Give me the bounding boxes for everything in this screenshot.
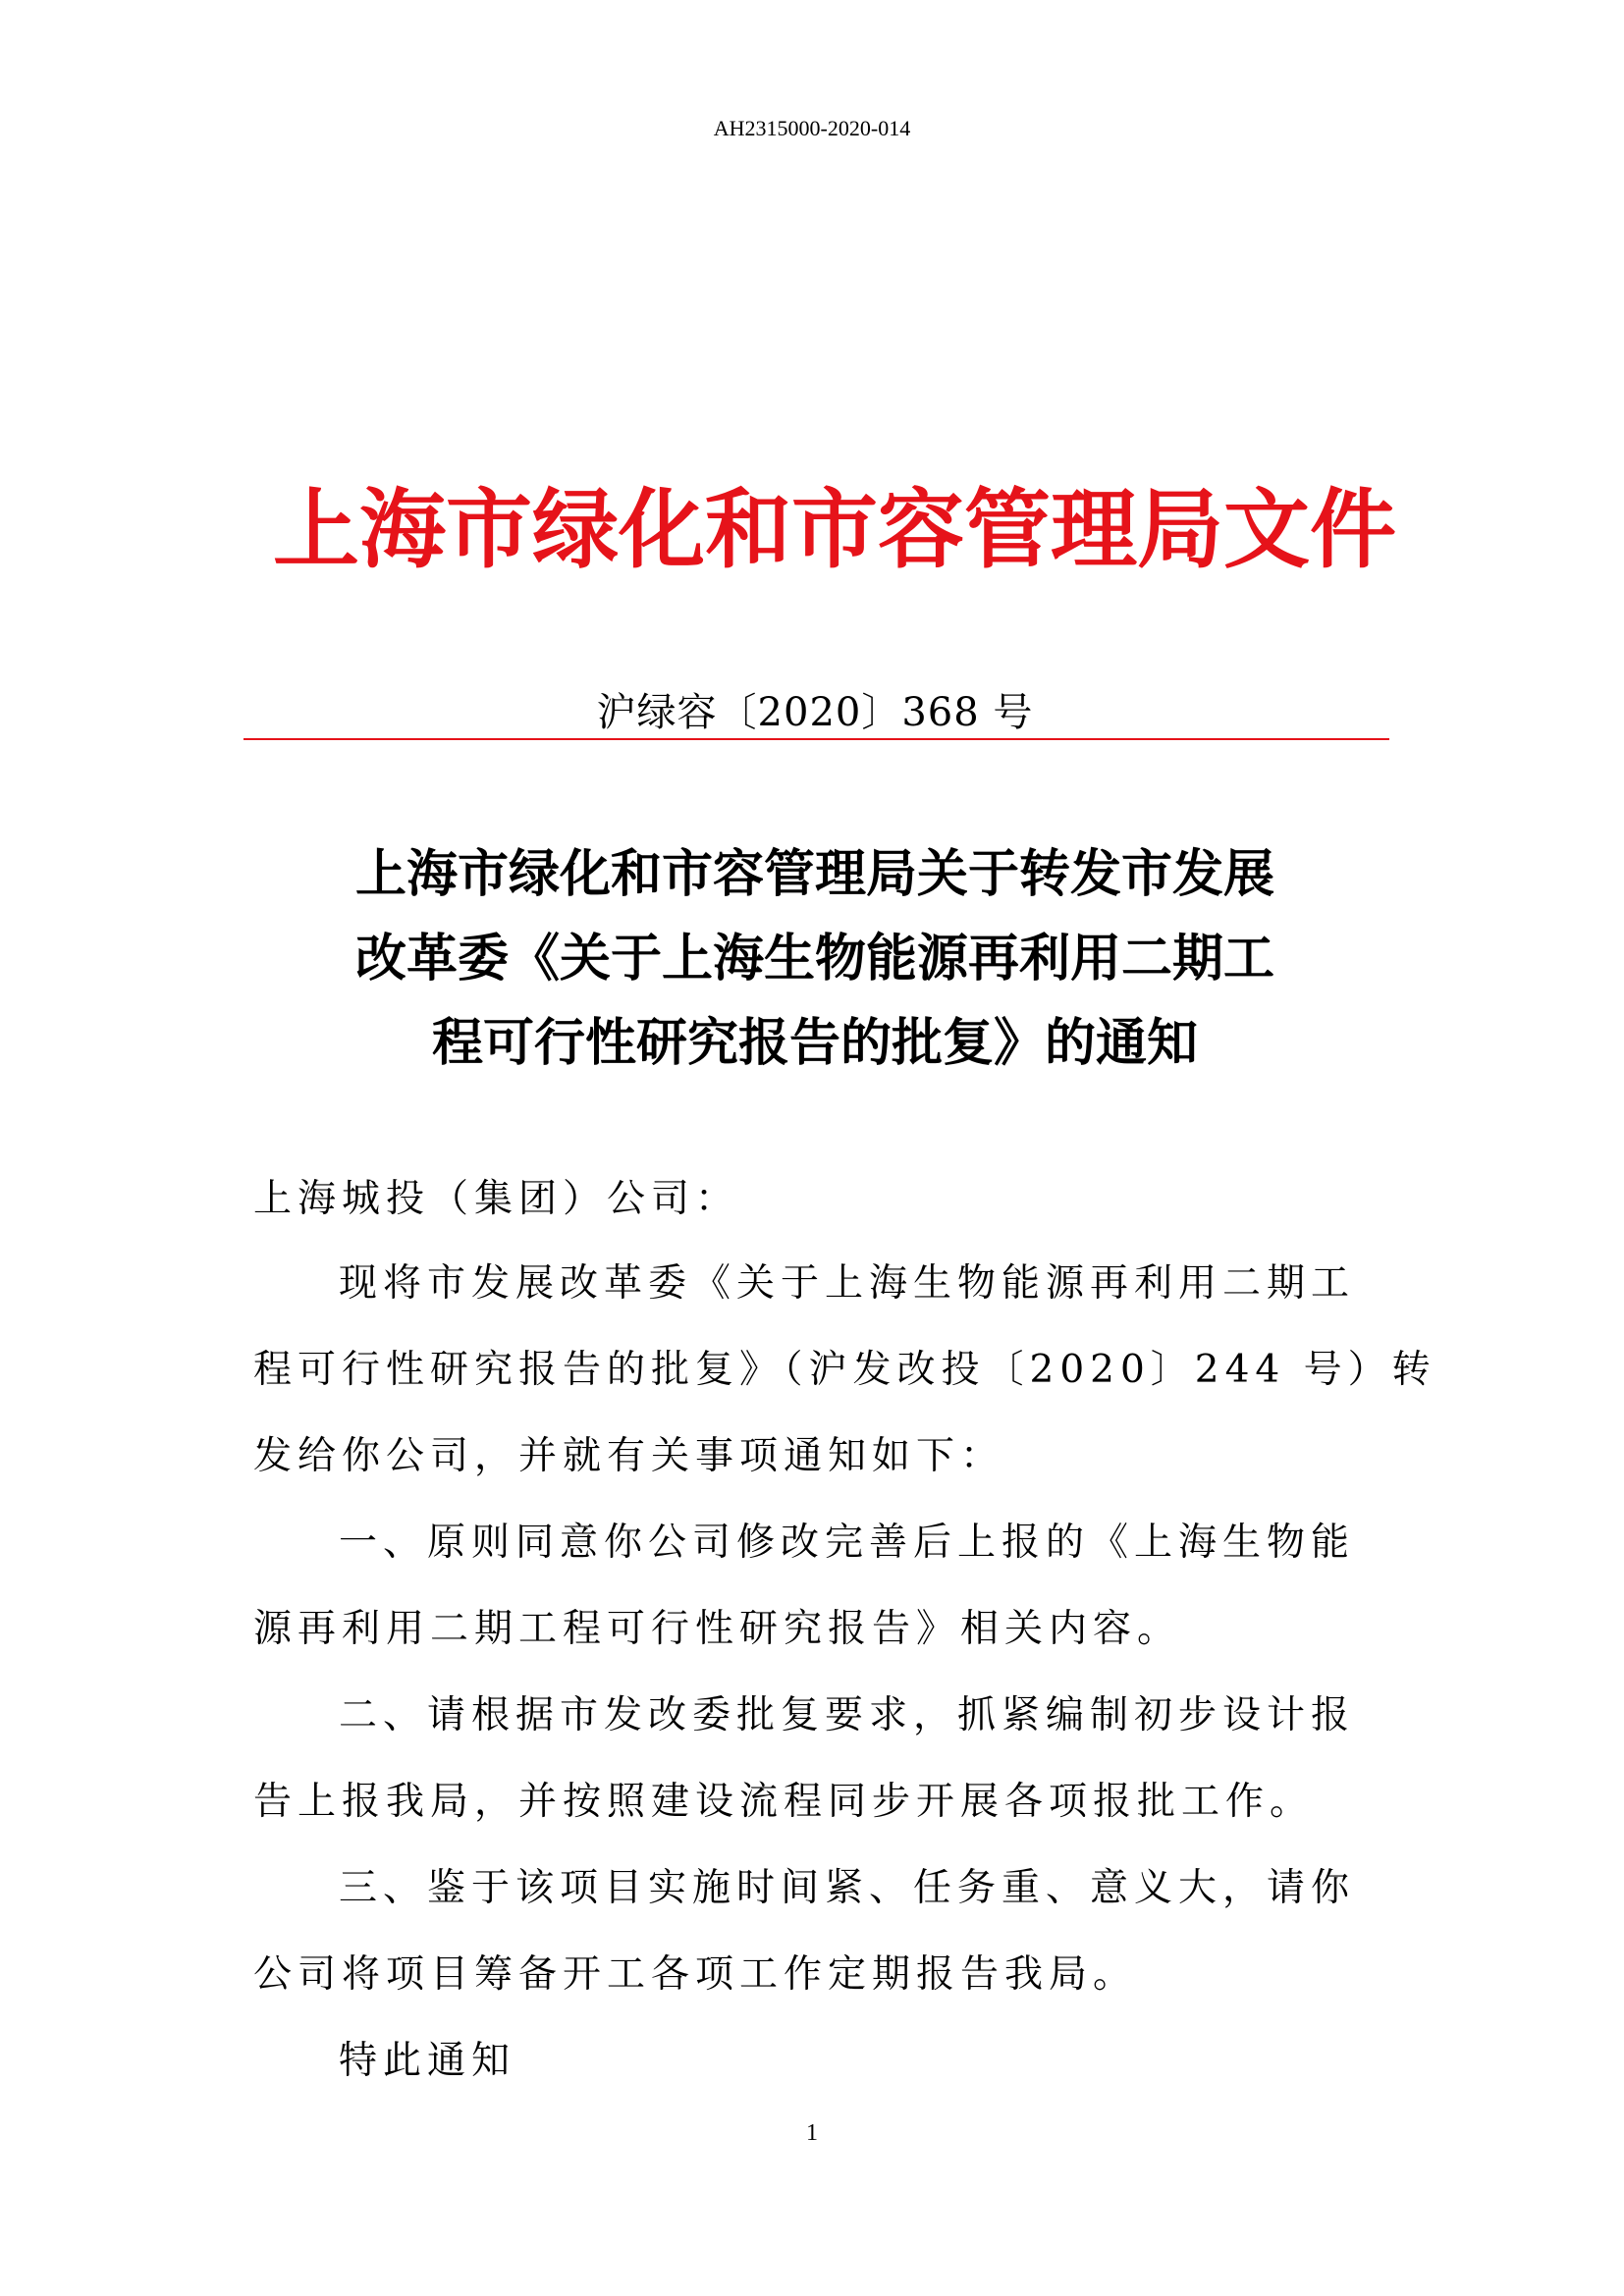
body-line: 发给你公司，并就有关事项通知如下： bbox=[253, 1434, 1005, 1478]
body-line: 程可行性研究报告的批复》（沪发改投〔2020〕244 号）转 bbox=[253, 1348, 1436, 1392]
addressee: 上海城投（集团）公司： bbox=[253, 1177, 740, 1221]
page-number: 1 bbox=[806, 2120, 818, 2146]
body-line: 告上报我局，并按照建设流程同步开展各项报批工作。 bbox=[253, 1780, 1315, 1824]
document-id: AH2315000-2020-014 bbox=[713, 116, 911, 140]
closing-notice: 特此通知 bbox=[339, 2039, 516, 2083]
document-title bbox=[245, 832, 1384, 1086]
body-line: 一、原则同意你公司修改完善后上报的《上海生物能 bbox=[339, 1521, 1356, 1565]
body-line: 二、请根据市发改委批复要求，抓紧编制初步设计报 bbox=[339, 1693, 1356, 1737]
title-line: 上海市绿化和市容管理局关于转发市发展 bbox=[354, 845, 1274, 904]
document-number: 沪绿容〔2020〕368 号 bbox=[596, 690, 1034, 735]
body-line: 公司将项目筹备开工各项工作定期报告我局。 bbox=[253, 1952, 1138, 1997]
body-line: 三、鉴于该项目实施时间紧、任务重、意义大，请你 bbox=[339, 1866, 1356, 1910]
red-divider-line bbox=[244, 738, 1389, 740]
title-line: 程可行性研究报告的批复》的通知 bbox=[431, 1014, 1198, 1073]
title-line: 改革委《关于上海生物能源再利用二期工 bbox=[354, 930, 1274, 988]
masthead-title: 上海市绿化和市容管理局文件 bbox=[272, 479, 1396, 580]
body-line: 源再利用二期工程可行性研究报告》相关内容。 bbox=[253, 1607, 1182, 1651]
body-line: 现将市发展改革委《关于上海生物能源再利用二期工 bbox=[339, 1261, 1356, 1306]
